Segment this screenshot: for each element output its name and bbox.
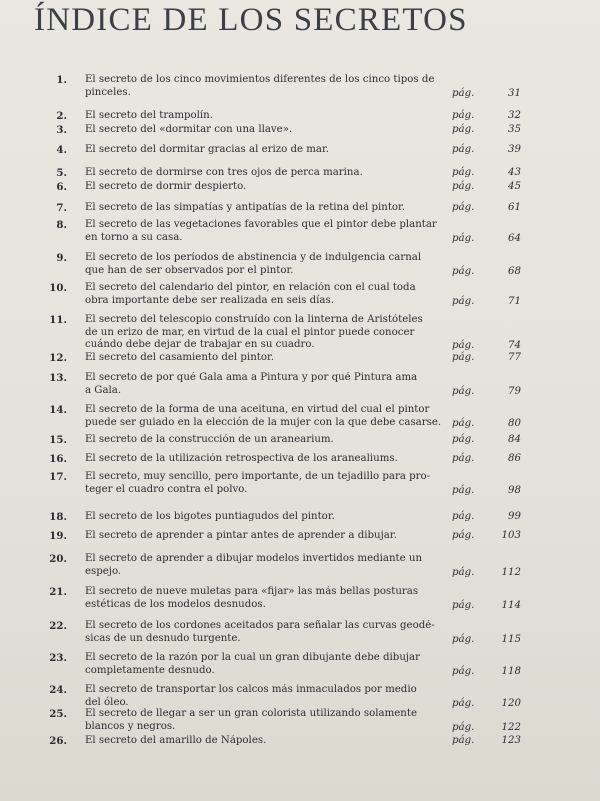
entry-description: El secreto de las vegetaciones favorables que el pintor debe plantar en torno a su casa. xyxy=(85,219,437,243)
entry-page-ref xyxy=(452,600,521,613)
entry-page-ref xyxy=(452,567,521,580)
page-number: 112 xyxy=(501,566,521,578)
entry-number: 1. xyxy=(56,74,67,86)
entry-description: El secreto de la forma de una aceituna, en virtud del cual el pintor puede ser guiado en la elección de la mujer con la que debe casarse. xyxy=(85,404,442,428)
entry-page-ref xyxy=(452,485,521,498)
entry-page-ref xyxy=(452,434,521,447)
entry-number: 14. xyxy=(49,404,67,416)
entry-description: El secreto de los bigotes puntiagudos del pintor. xyxy=(85,511,335,522)
entry-description: El secreto de nueve muletas para «fijar» las más bellas posturas estéticas de los modelos desnudos. xyxy=(85,586,419,610)
page-number: 39 xyxy=(508,144,521,155)
entry-page-ref xyxy=(452,202,521,215)
page-number: 118 xyxy=(501,665,521,677)
page-prefix: pág. xyxy=(452,144,475,155)
entry-page-ref xyxy=(452,233,521,246)
page-number: 31 xyxy=(508,87,521,99)
entry-page-ref xyxy=(452,296,521,309)
entry-number: 10. xyxy=(49,282,67,294)
entry-description: El secreto de por qué Gala ama a Pintura y por qué Pintura ama a Gala. xyxy=(85,372,418,396)
page-number: 77 xyxy=(508,352,521,363)
page-number: 61 xyxy=(508,202,521,213)
entry-page-ref xyxy=(452,266,521,279)
page-prefix: pág. xyxy=(452,295,475,307)
page-prefix: pág. xyxy=(452,87,475,99)
page-number: 114 xyxy=(501,599,521,611)
page-number: 35 xyxy=(508,124,521,135)
page-number: 120 xyxy=(501,697,521,709)
entry-number: 16. xyxy=(49,453,67,465)
entry-number: 17. xyxy=(49,471,67,483)
entry-page-ref xyxy=(452,698,521,711)
page-prefix: pág. xyxy=(452,665,475,677)
page-prefix: pág. xyxy=(452,202,475,213)
page-number: 115 xyxy=(501,633,521,645)
page-prefix: pág. xyxy=(452,417,475,429)
entry-number: 3. xyxy=(56,124,67,136)
page-prefix: pág. xyxy=(452,385,475,397)
page-prefix: pág. xyxy=(452,181,475,192)
entry-page-ref xyxy=(452,144,521,157)
page-prefix: pág. xyxy=(452,167,475,178)
page-number: 98 xyxy=(508,484,521,496)
page-prefix: pág. xyxy=(452,511,475,522)
page-prefix: pág. xyxy=(452,721,475,733)
entry-number: 18. xyxy=(49,511,67,523)
page-number: 80 xyxy=(508,417,521,429)
page-number: 45 xyxy=(508,181,521,192)
page-number: 68 xyxy=(508,265,521,277)
entry-description: El secreto del amarillo de Nápoles. xyxy=(85,735,267,746)
entry-description: El secreto del dormitar gracias al erizo de mar. xyxy=(85,144,329,155)
page-number: 74 xyxy=(508,340,521,352)
entry-page-ref xyxy=(452,418,521,431)
entry-number: 5. xyxy=(56,167,67,179)
entry-number: 24. xyxy=(49,684,67,696)
entry-number: 23. xyxy=(49,652,67,664)
entry-number: 8. xyxy=(56,219,67,231)
page-prefix: pág. xyxy=(452,232,475,244)
entry-page-ref xyxy=(452,124,521,137)
entry-page-ref xyxy=(452,181,521,194)
entry-page-ref xyxy=(452,735,521,748)
entry-description: El secreto de dormir despierto. xyxy=(85,181,247,192)
page-number: 86 xyxy=(508,453,521,464)
page-number: 43 xyxy=(508,167,521,178)
page-prefix: pág. xyxy=(452,530,475,541)
page-prefix: pág. xyxy=(452,599,475,611)
entry-description: El secreto de la razón por la cual un gran dibujante debe dibujar completamente desnudo. xyxy=(85,652,420,676)
entry-description: El secreto de aprender a dibujar modelos invertidos mediante un espejo. xyxy=(85,553,423,577)
entry-description: El secreto de aprender a pintar antes de aprender a dibujar. xyxy=(85,530,397,541)
entry-number: 25. xyxy=(49,708,67,720)
entry-description: El secreto de dormirse con tres ojos de perca marina. xyxy=(85,167,363,178)
entry-number: 7. xyxy=(56,202,67,214)
entry-description: El secreto del telescopio construído con la linterna de Aristóteles de un erizo de mar, en virtud de la cual el pintor puede conocer cuándo debe dejar de trabajar en su cuadro. xyxy=(85,314,423,351)
entry-page-ref xyxy=(452,167,521,180)
entry-description: El secreto, muy sencillo, pero importante, de un tejadillo para pro- teger el cuadro contra el polvo. xyxy=(85,471,431,495)
page-prefix: pág. xyxy=(452,697,475,709)
entry-number: 15. xyxy=(49,434,67,446)
page-number: 71 xyxy=(508,295,521,307)
page-number: 99 xyxy=(508,511,521,522)
page-prefix: pág. xyxy=(452,124,475,135)
entry-page-ref xyxy=(452,530,521,543)
entry-number: 21. xyxy=(49,586,67,598)
entry-page-ref xyxy=(452,634,521,647)
entry-description: El secreto de la construcción de un aranearium. xyxy=(85,434,334,445)
entry-description: El secreto de la utilización retrospectiva de los aranealiums. xyxy=(85,453,398,464)
entry-description: El secreto de los cordones aceitados para señalar las curvas geodé- sicas de un desnudo turgente. xyxy=(85,620,435,644)
page-prefix: pág. xyxy=(452,633,475,645)
entry-page-ref xyxy=(452,722,521,735)
entry-page-ref xyxy=(452,511,521,524)
entry-description: El secreto del «dormitar con una llave». xyxy=(85,124,293,135)
entry-page-ref xyxy=(452,88,521,101)
entry-page-ref xyxy=(452,340,521,353)
entry-number: 20. xyxy=(49,553,67,565)
page-prefix: pág. xyxy=(452,110,475,121)
entry-page-ref xyxy=(452,453,521,466)
entry-page-ref xyxy=(452,386,521,399)
page-prefix: pág. xyxy=(452,453,475,464)
entry-number: 2. xyxy=(56,110,67,122)
page-prefix: pág. xyxy=(452,434,475,445)
page-number: 84 xyxy=(508,434,521,445)
entry-description: El secreto de los períodos de abstinencia y de indulgencia carnal que han de ser observados por el pintor. xyxy=(85,252,422,276)
entry-number: 6. xyxy=(56,181,67,193)
entry-number: 26. xyxy=(49,735,67,747)
entry-description: El secreto del casamiento del pintor. xyxy=(85,352,274,363)
page-prefix: pág. xyxy=(452,340,475,352)
page-number: 122 xyxy=(501,721,521,733)
entry-number: 12. xyxy=(49,352,67,364)
entry-number: 11. xyxy=(49,314,67,326)
entry-number: 13. xyxy=(49,372,67,384)
entry-description: El secreto de los cinco movimientos diferentes de los cinco tipos de pinceles. xyxy=(85,74,435,98)
entry-description: El secreto de llegar a ser un gran colorista utilizando solamente blancos y negros. xyxy=(85,708,417,732)
page-number: 103 xyxy=(501,530,521,541)
entry-description: El secreto de transportar los calcos más inmaculados por medio del óleo. xyxy=(85,684,417,708)
entry-number: 4. xyxy=(56,144,67,156)
entry-page-ref xyxy=(452,666,521,679)
entry-page-ref xyxy=(452,352,521,365)
entry-page-ref xyxy=(452,110,521,123)
entry-number: 9. xyxy=(56,252,67,264)
entry-number: 22. xyxy=(49,620,67,632)
page-number: 79 xyxy=(508,385,521,397)
page-number: 123 xyxy=(501,735,521,746)
page-prefix: pág. xyxy=(452,566,475,578)
entry-description: El secreto del trampolín. xyxy=(85,110,213,121)
entry-number: 19. xyxy=(49,530,67,542)
page-number: 64 xyxy=(508,232,521,244)
page-prefix: pág. xyxy=(452,735,475,746)
entry-description: El secreto de las simpatías y antipatías de la retina del pintor. xyxy=(85,202,406,213)
page-prefix: pág. xyxy=(452,352,475,363)
page-prefix: pág. xyxy=(452,265,475,277)
page-prefix: pág. xyxy=(452,484,475,496)
page-number: 32 xyxy=(508,110,521,121)
page-title: ÍNDICE DE LOS SECRETOS xyxy=(34,2,468,38)
entry-description: El secreto del calendario del pintor, en relación con el cual toda obra importante debe ser realizada en seis días. xyxy=(85,282,416,306)
